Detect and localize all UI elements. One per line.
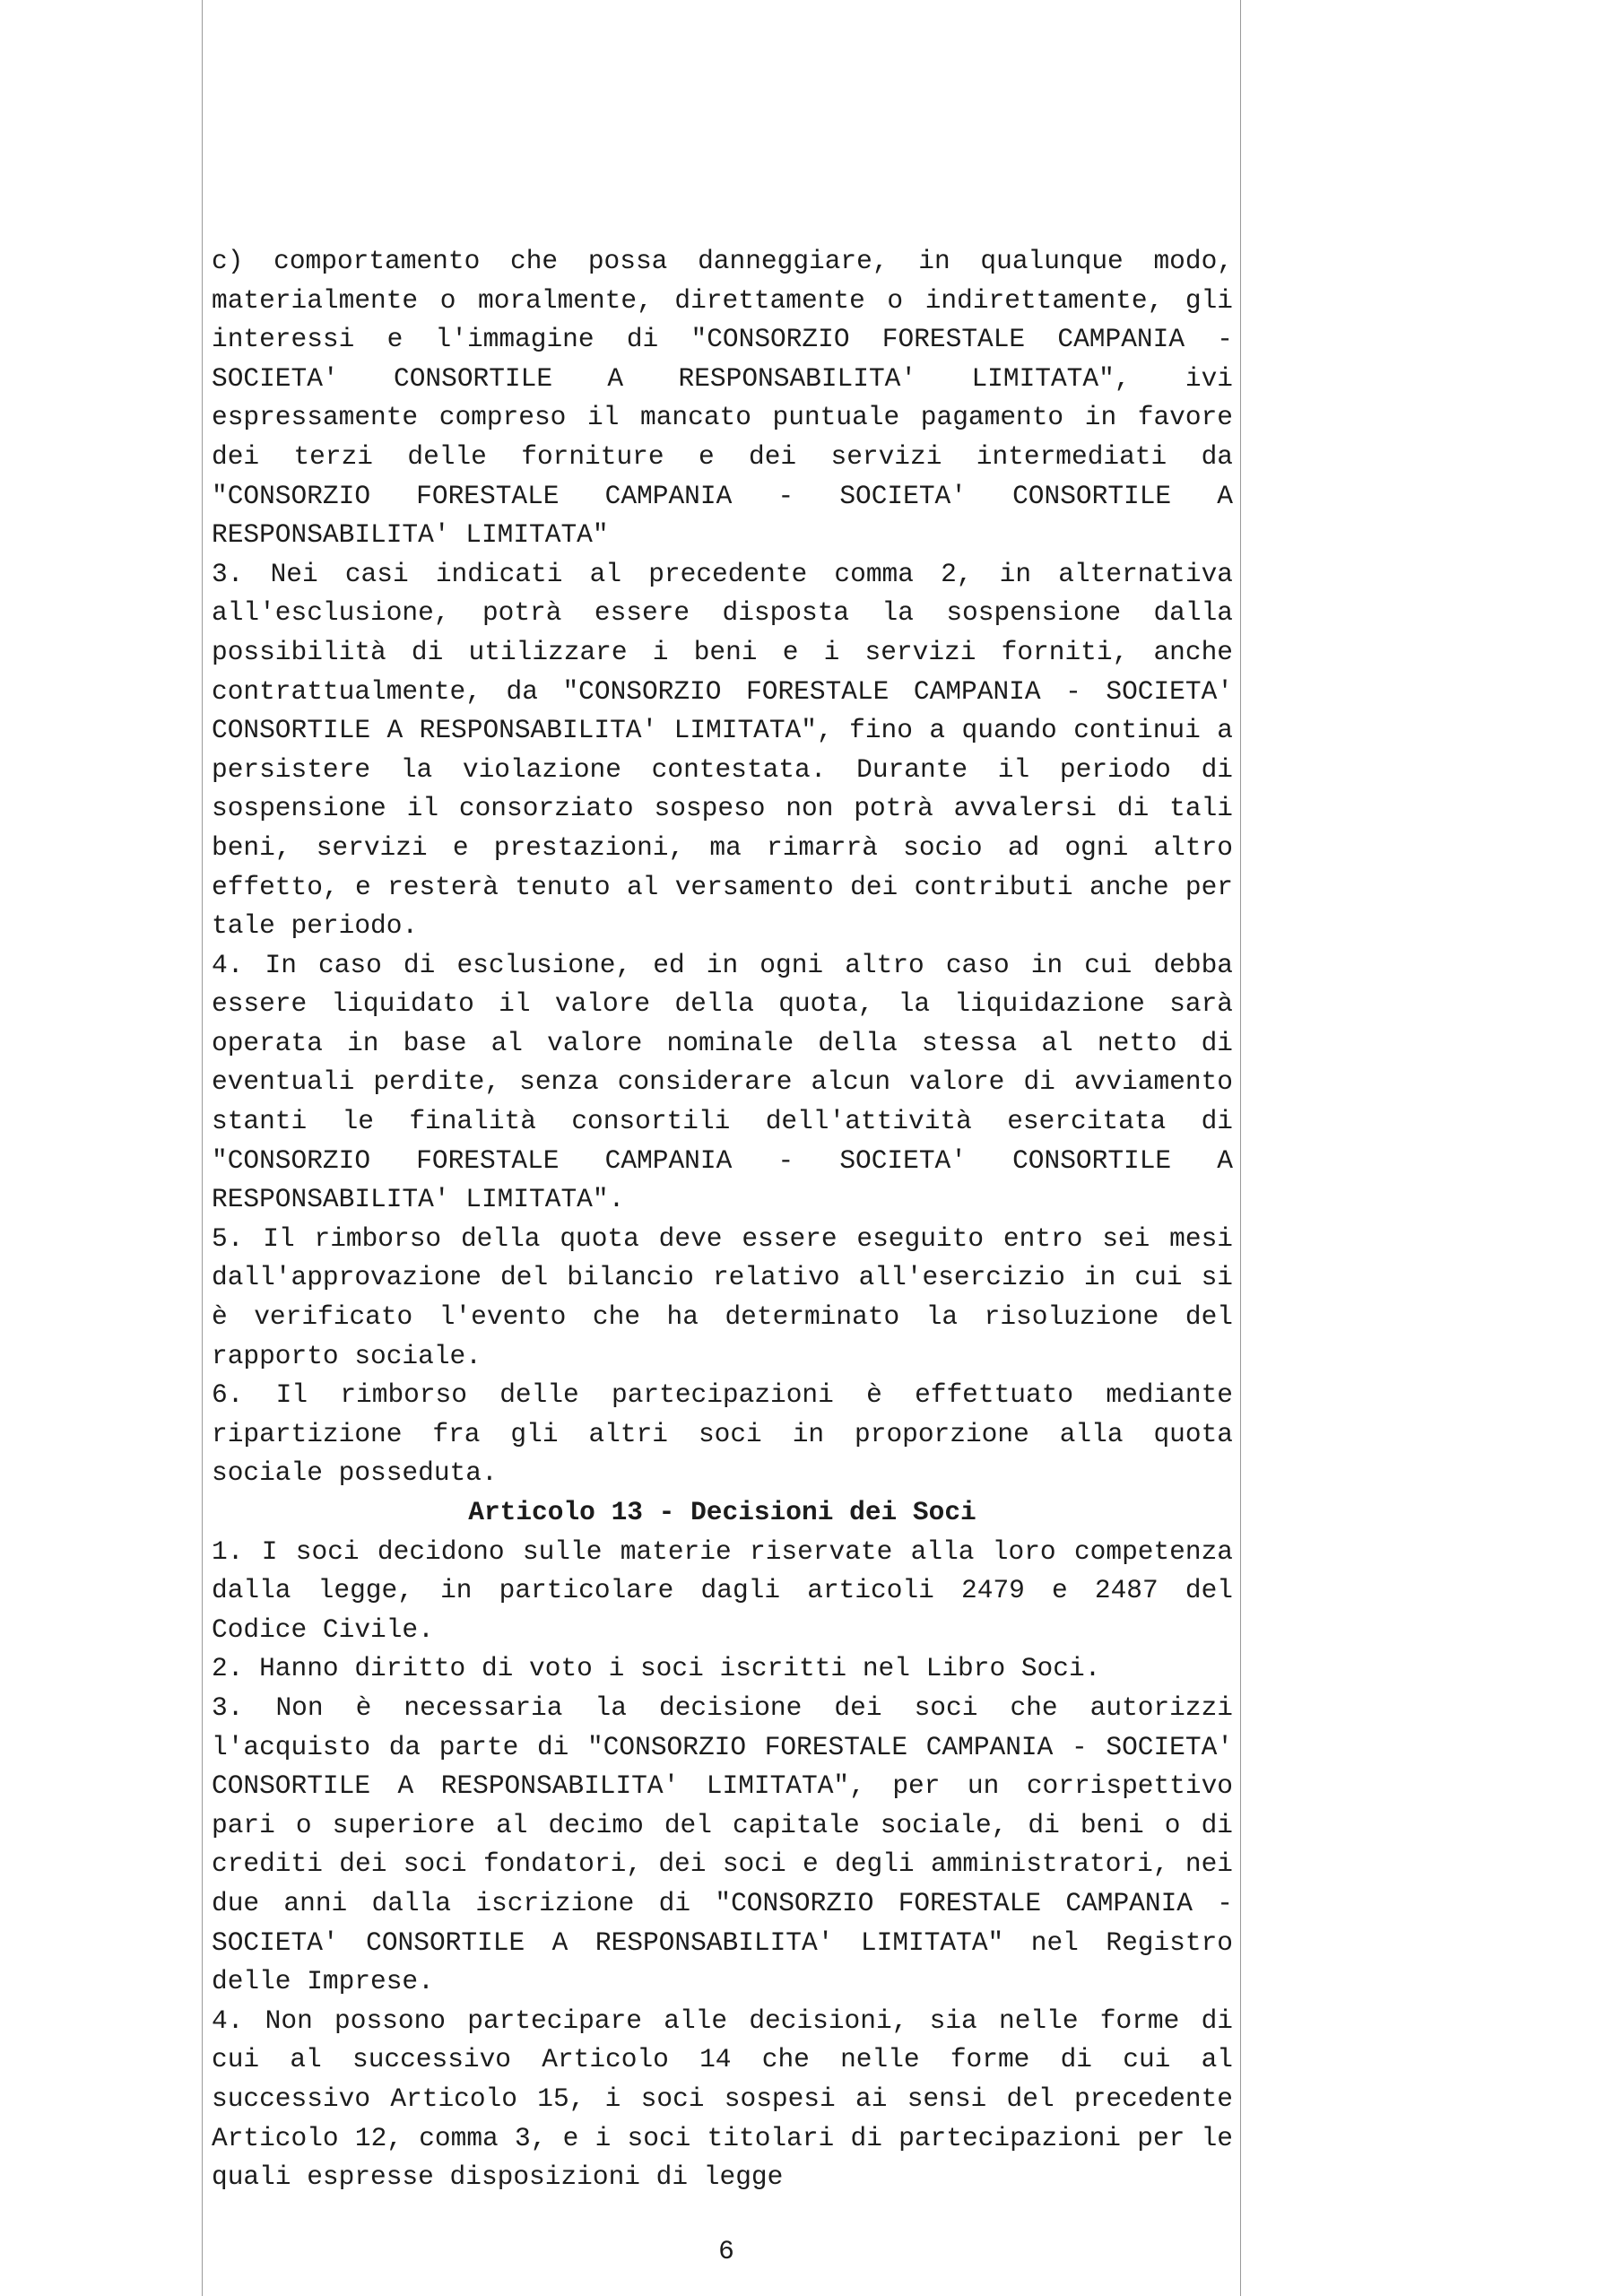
article13-paragraph-3: 3. Non è necessaria la decisione dei soci che autorizzi l'acquisto da parte di "CONSORZIO FORESTALE CAMPANIA - SOCIETA' CONSORTILE A RESPONSABILITA' LIMITATA", per un corrispettivo pari o superiore al decimo del capitale sociale, di beni o di crediti dei soci fondatori, dei soci e degli amministratori, nei due anni dalla iscrizione di "CONSORZIO FORESTALE CAMPANIA - SOCIETA' CONSORTILE A RESPONSABILITA' LIMITATA" nel Registro delle Imprese. — [212, 1692, 1233, 1997]
document-body — [212, 242, 1233, 2197]
paragraph-comma-5: 5. Il rimborso della quota deve essere eseguito entro sei mesi dall'approvazione del bilancio relativo all'esercizio in cui si è verificato l'evento che ha determinato la risoluzione del rapporto sociale. — [212, 1222, 1233, 1371]
right-margin-line — [1240, 0, 1241, 2296]
page-number: 6 — [718, 2236, 734, 2266]
article-heading: Articolo 13 - Decisioni dei Soci — [468, 1497, 976, 1527]
article13-paragraph-1: 1. I soci decidono sulle materie riservate alla loro competenza dalla legge, in particolare dagli articoli 2479 e 2487 del Codice Civile. — [212, 1535, 1233, 1645]
paragraph-comma-4: 4. In caso di esclusione, ed in ogni altro caso in cui debba essere liquidato il valore della quota, la liquidazione sarà operata in base al valore nominale della stessa al netto di eventuali perdite, senza considerare alcun valore di avviamento stanti le finalità consortili dell'attività esercitata di "CONSORZIO FORESTALE CAMPANIA - SOCIETA' CONSORTILE A RESPONSABILITA' LIMITATA". — [212, 949, 1233, 1215]
article13-paragraph-4: 4. Non possono partecipare alle decisioni, sia nelle forme di cui al successivo Articolo 14 che nelle forme di cui al successivo Articolo 15, i soci sospesi ai sensi del precedente Articolo 12, comma 3, e i soci titolari di partecipazioni per le quali espresse disposizioni di legge — [212, 2005, 1233, 2193]
article13-paragraph-2: 2. Hanno diritto di voto i soci iscritti nel Libro Soci. — [212, 1653, 1101, 1684]
paragraph-comma-3: 3. Nei casi indicati al precedente comma 2, in alternativa all'esclusione, potrà essere disposta la sospensione dalla possibilità di utilizzare i beni e i servizi forniti, anche contrattualmente, da "CONSORZIO FORESTALE CAMPANIA - SOCIETA' CONSORTILE A RESPONSABILITA' LIMITATA", fino a quando continui a persistere la violazione contestata. Durante il periodo di sospensione il consorziato sospeso non potrà avvalersi di tali beni, servizi e prestazioni, ma rimarrà socio ad ogni altro effetto, e resterà tenuto al versamento dei contributi anche per tale periodo. — [212, 558, 1233, 942]
paragraph-c-comportamento: c) comportamento che possa danneggiare, in qualunque modo, materialmente o moralmente, direttamente o indirettamente, gli interessi e l'immagine di "CONSORZIO FORESTALE CAMPANIA - SOCIETA' CONSORTILE A RESPONSABILITA' LIMITATA", ivi espressamente compreso il mancato puntuale pagamento in favore dei terzi delle forniture e dei servizi intermediati da "CONSORZIO FORESTALE CAMPANIA - SOCIETA' CONSORTILE A RESPONSABILITA' LIMITATA" — [212, 246, 1233, 551]
left-margin-line — [202, 0, 203, 2296]
paragraph-comma-6: 6. Il rimborso delle partecipazioni è effettuato mediante ripartizione fra gli altri soci in proporzione alla quota sociale posseduta. — [212, 1379, 1233, 1489]
